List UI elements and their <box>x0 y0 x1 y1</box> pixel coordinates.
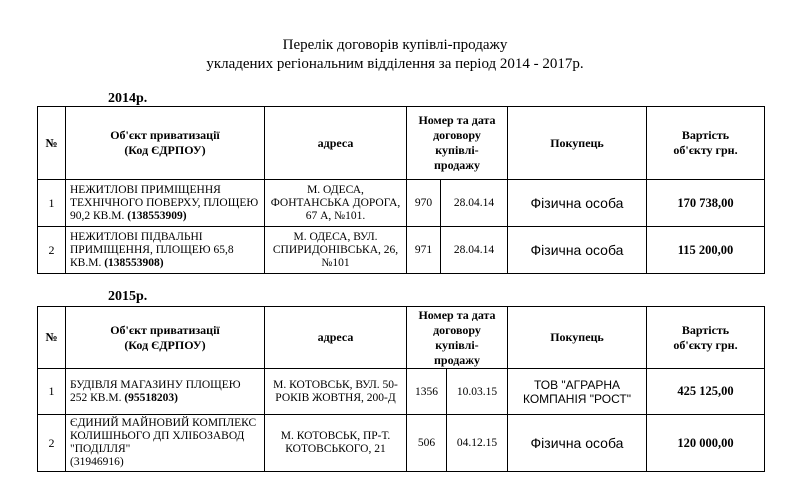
header-buyer: Покупець <box>508 107 647 180</box>
row-value: 115 200,00 <box>647 227 765 274</box>
row-contract-date: 10.03.15 <box>447 369 508 415</box>
row-object: НЕЖИТЛОВІ ПІДВАЛЬНІ ПРИМІЩЕННЯ, ПЛОЩЕЮ 65,8 КВ.М. (138553908) <box>66 227 265 274</box>
table-row <box>38 180 765 227</box>
header-contract: Номер та дата договору купівлі- продажу <box>407 107 508 180</box>
row-contract-date: 28.04.14 <box>441 227 508 274</box>
row-contract-number: 971 <box>407 227 441 274</box>
header-object: Об'єкт приватизації (Код ЄДРПОУ) <box>66 307 265 369</box>
header-no: № <box>38 107 66 180</box>
header-address: адреса <box>265 307 407 369</box>
header-contract: Номер та дата договору купівлі- продажу <box>407 307 508 369</box>
row-buyer: Фізична особа <box>508 180 647 227</box>
table-row <box>38 227 765 274</box>
title-line-2: укладених регіональним відділення за період 2014 - 2017р. <box>206 56 584 72</box>
header-value: Вартість об'єкту грн. <box>647 107 765 180</box>
header-no: № <box>38 307 66 369</box>
row-contract-number: 970 <box>407 180 441 227</box>
row-address: М. ОДЕСА, ФОНТАНСЬКА ДОРОГА, 67 А, №101. <box>265 180 407 227</box>
row-number: 2 <box>38 415 66 472</box>
row-value: 170 738,00 <box>647 180 765 227</box>
row-object: НЕЖИТЛОВІ ПРИМІЩЕННЯ ТЕХНІЧНОГО ПОВЕРХУ, ПЛОЩЕЮ 90,2 КВ.М. (138553909) <box>66 180 265 227</box>
row-number: 1 <box>38 180 66 227</box>
row-buyer: Фізична особа <box>508 227 647 274</box>
row-contract-number: 506 <box>407 415 447 472</box>
year-heading-2015: 2015р. <box>108 289 148 304</box>
row-value: 425 125,00 <box>647 369 765 415</box>
row-contract-date: 04.12.15 <box>447 415 508 472</box>
header-row <box>38 307 765 369</box>
row-address: М. КОТОВСЬК, ПР-Т. КОТОВСЬКОГО, 21 <box>265 415 407 472</box>
row-value: 120 000,00 <box>647 415 765 472</box>
row-buyer: ТОВ "АГРАРНА КОМПАНІЯ "РОСТ" <box>508 369 647 415</box>
row-address: М. ОДЕСА, ВУЛ. СПИРИДОНІВСЬКА, 26, №101 <box>265 227 407 274</box>
row-buyer: Фізична особа <box>508 415 647 472</box>
row-object: БУДІВЛЯ МАГАЗИНУ ПЛОЩЕЮ 252 КВ.М. (95518203) <box>66 369 265 415</box>
header-object: Об'єкт приватизації (Код ЄДРПОУ) <box>66 107 265 180</box>
header-address: адреса <box>265 107 407 180</box>
contracts-table-2015 <box>37 306 765 472</box>
header-value: Вартість об'єкту грн. <box>647 307 765 369</box>
header-row <box>38 107 765 180</box>
table-row <box>38 415 765 472</box>
header-buyer: Покупець <box>508 307 647 369</box>
table-row <box>38 369 765 415</box>
row-object: ЄДИНИЙ МАЙНОВИЙ КОМПЛЕКС КОЛИШНЬОГО ДП ХЛІБОЗАВОД "ПОДІЛЛЯ" (31946916) <box>66 415 265 472</box>
row-contract-number: 1356 <box>407 369 447 415</box>
row-number: 1 <box>38 369 66 415</box>
row-number: 2 <box>38 227 66 274</box>
contracts-table-2014 <box>37 106 765 274</box>
row-contract-date: 28.04.14 <box>441 180 508 227</box>
row-address: М. КОТОВСЬК, ВУЛ. 50-РОКІВ ЖОВТНЯ, 200-Д <box>265 369 407 415</box>
title-line-1: Перелік договорів купівлі-продажу <box>282 37 508 53</box>
year-heading-2014: 2014р. <box>108 91 148 106</box>
